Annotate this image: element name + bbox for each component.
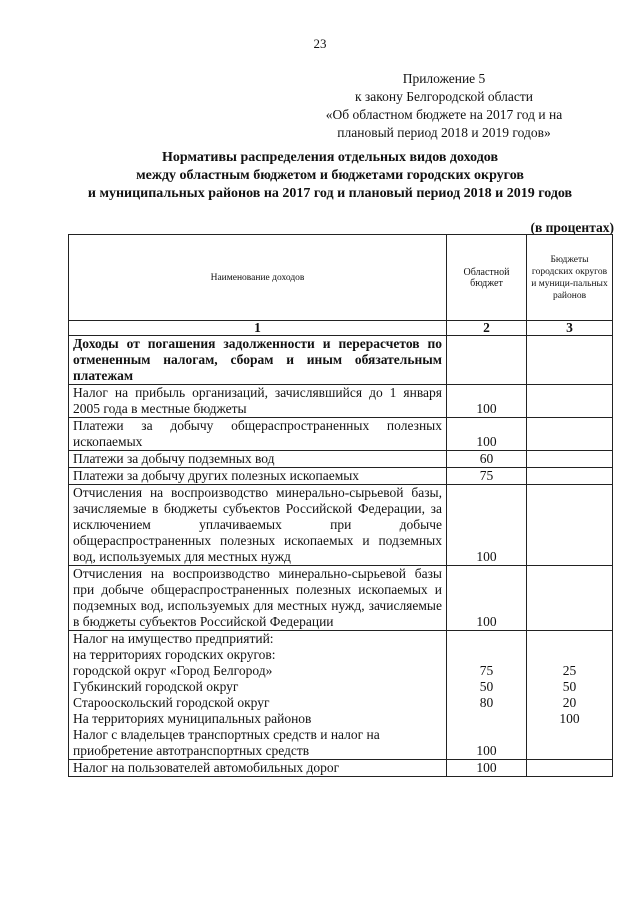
municipal-value: 100 xyxy=(559,711,580,726)
row-name: Платежи за добычу подземных вод xyxy=(69,451,447,468)
property-tax-line: Старооскольский городской округ xyxy=(73,695,270,710)
table-header-row xyxy=(69,235,613,321)
row-regional: 100 xyxy=(447,566,527,631)
regional-value: 80 xyxy=(479,695,494,710)
row-municipal xyxy=(527,385,613,418)
table-row xyxy=(69,468,613,485)
title-line: между областным бюджетом и бюджетами городских округов xyxy=(136,168,524,183)
header-municipal-budgets: Бюджеты городских округов и муници-пальных районов xyxy=(527,235,613,321)
property-tax-line: Налог с владельцев транспортных средств и налог на xyxy=(73,727,380,742)
table-row xyxy=(69,418,613,451)
column-number: 2 xyxy=(447,321,527,336)
title-line: Нормативы распределения отдельных видов доходов xyxy=(162,150,498,165)
row-name: Платежи за добычу общераспространенных полезных ископаемых xyxy=(69,418,447,451)
table-row xyxy=(69,485,613,566)
row-regional: 60 xyxy=(447,451,527,468)
regional-value: 100 xyxy=(476,743,497,758)
row-regional xyxy=(447,336,527,385)
table-row xyxy=(69,451,613,468)
appendix-header xyxy=(294,70,594,142)
row-municipal xyxy=(527,485,613,566)
row-name: Отчисления на воспроизводство минерально-сырьевой базы при добыче общераспространенных полезных ископаемых и подземных вод, используемых для местных нужд, зачисляемые в бюджеты субъектов Российской Федерации xyxy=(69,566,447,631)
table-row xyxy=(69,385,613,418)
row-regional: 100 xyxy=(447,418,527,451)
page-number: 23 xyxy=(313,36,327,51)
row-name: Доходы от погашения задолженности и перерасчетов по отмененным налогам, сборам и иным обязательным платежам xyxy=(69,336,447,385)
property-tax-municipal xyxy=(527,631,613,760)
row-regional: 75 xyxy=(447,468,527,485)
column-number-row xyxy=(69,321,613,336)
table-row xyxy=(69,566,613,631)
property-tax-line: На территориях муниципальных районов xyxy=(73,711,312,726)
row-name: Налог на прибыль организаций, зачислявшийся до 1 января 2005 года в местные бюджеты xyxy=(69,385,447,418)
document-title xyxy=(40,149,620,203)
column-number: 1 xyxy=(69,321,447,336)
table-row xyxy=(69,336,613,385)
row-municipal xyxy=(527,760,613,777)
row-municipal xyxy=(527,451,613,468)
property-tax-line: Налог на имущество предприятий: xyxy=(73,631,274,646)
municipal-value xyxy=(531,743,608,759)
header-income-name: Наименование доходов xyxy=(69,235,447,321)
column-number: 3 xyxy=(527,321,613,336)
row-name: Отчисления на воспроизводство минерально-сырьевой базы, зачисляемые в бюджеты субъектов Российской Федерации, за исключением уплачиваемых при добыче общераспространенных полезных ископаемых и подземных вод, используемых для местных нужд xyxy=(69,485,447,566)
property-tax-line: приобретение автотранспортных средств xyxy=(73,743,310,758)
municipal-value xyxy=(531,631,608,647)
table-row xyxy=(69,760,613,777)
municipal-value: 50 xyxy=(562,679,577,694)
title-line: и муниципальных районов на 2017 год и плановый период 2018 и 2019 годов xyxy=(87,186,573,201)
row-regional: 100 xyxy=(447,485,527,566)
appendix-line: «Об областном бюджете на 2017 год и на xyxy=(325,107,563,122)
regional-value xyxy=(451,647,522,663)
row-municipal xyxy=(527,336,613,385)
regional-value xyxy=(451,711,522,727)
row-municipal xyxy=(527,418,613,451)
row-municipal xyxy=(527,468,613,485)
header-regional-budget: Областной бюджет xyxy=(447,235,527,321)
regional-value: 75 xyxy=(479,663,494,678)
appendix-line: к закону Белгородской области xyxy=(355,89,533,104)
municipal-value xyxy=(531,727,608,743)
row-regional: 100 xyxy=(447,760,527,777)
row-name: Налог на пользователей автомобильных дорог xyxy=(69,760,447,777)
appendix-line: плановый период 2018 и 2019 годов» xyxy=(337,125,551,140)
units-note: (в процентах) xyxy=(530,220,614,235)
regional-value xyxy=(451,631,522,647)
property-tax-regional xyxy=(447,631,527,760)
table-row-property-tax xyxy=(69,631,613,760)
appendix-line: Приложение 5 xyxy=(402,71,486,86)
regional-value: 50 xyxy=(479,679,494,694)
property-tax-line: городской округ «Город Белгород» xyxy=(73,663,273,678)
row-municipal xyxy=(527,566,613,631)
property-tax-line: Губкинский городской округ xyxy=(73,679,239,694)
row-regional: 100 xyxy=(447,385,527,418)
municipal-value: 25 xyxy=(562,663,577,678)
row-name: Платежи за добычу других полезных ископаемых xyxy=(69,468,447,485)
property-tax-lines xyxy=(69,631,447,760)
regional-value xyxy=(451,727,522,743)
municipal-value xyxy=(531,647,608,663)
norms-table xyxy=(68,234,613,777)
property-tax-line: на территориях городских округов: xyxy=(73,647,276,662)
municipal-value: 20 xyxy=(562,695,577,710)
